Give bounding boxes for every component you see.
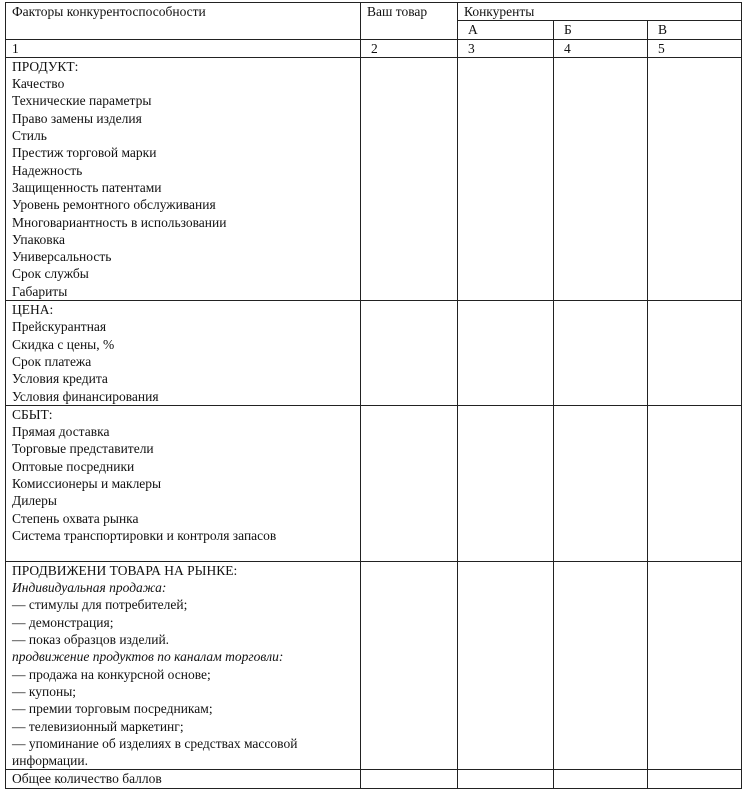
- score-cell-competitor-v[interactable]: [648, 405, 742, 561]
- section-title: СБЫТ:: [12, 406, 53, 422]
- factor-item: — стимулы для потребителей;: [12, 597, 188, 613]
- header-competitor-b: Б: [554, 21, 648, 39]
- header-competitor-v: В: [648, 21, 742, 39]
- score-cell-competitor-a[interactable]: [458, 57, 554, 300]
- factor-item: Защищенность патентами: [12, 179, 162, 195]
- factor-item: Условия финансирования: [12, 388, 159, 404]
- col-number-5: 5: [648, 39, 742, 57]
- competitiveness-table: [5, 2, 742, 789]
- factor-item: Универсальность: [12, 249, 112, 265]
- factor-item: Оптовые посредники: [12, 458, 135, 474]
- factor-item: Система транспортировки и контроля запасов: [12, 527, 277, 543]
- section-promotion-cell: [6, 561, 361, 770]
- score-cell-your-product[interactable]: [361, 561, 458, 770]
- factor-item: Уровень ремонтного обслуживания: [12, 197, 216, 213]
- factor-subheading: продвижение продуктов по каналам торговли:: [12, 649, 284, 665]
- total-label: Общее количество баллов: [6, 770, 361, 788]
- score-cell-competitor-a[interactable]: [458, 405, 554, 561]
- score-cell-your-product[interactable]: [361, 57, 458, 300]
- header-competitor-a: А: [458, 21, 554, 39]
- factor-item: — упоминание об изделиях в средствах массовой: [12, 735, 298, 751]
- section-row-distribution: [6, 405, 742, 561]
- factor-item: — показ образцов изделий.: [12, 632, 170, 648]
- factor-item: — демонстрация;: [12, 614, 114, 630]
- header-competitors: Конкуренты: [458, 3, 742, 21]
- section-row-promotion: [6, 561, 742, 770]
- total-cell-your-product[interactable]: [361, 770, 458, 788]
- factor-item: Срок платежа: [12, 353, 92, 369]
- score-cell-competitor-a[interactable]: [458, 561, 554, 770]
- factor-item: Степень охвата рынка: [12, 510, 139, 526]
- factor-item: Надежность: [12, 162, 83, 178]
- section-distribution-cell: [6, 405, 361, 561]
- score-cell-competitor-v[interactable]: [648, 561, 742, 770]
- factor-item: — купоны;: [12, 683, 77, 699]
- factor-item: — телевизионный маркетинг;: [12, 718, 184, 734]
- section-title: ЦЕНА:: [12, 302, 54, 318]
- factor-item: Габариты: [12, 283, 68, 299]
- factor-item: — продажа на конкурсной основе;: [12, 666, 211, 682]
- score-cell-competitor-b[interactable]: [554, 405, 648, 561]
- col-number-3: 3: [458, 39, 554, 57]
- factor-item: Комиссионеры и маклеры: [12, 476, 162, 492]
- factor-item: Качество: [12, 76, 65, 92]
- col-number-1: 1: [6, 39, 361, 57]
- col-number-2: 2: [361, 39, 458, 57]
- factor-item: Стиль: [12, 128, 47, 144]
- factor-item: Скидка с цены, %: [12, 336, 115, 352]
- total-cell-competitor-b[interactable]: [554, 770, 648, 788]
- section-title: ПРОДВИЖЕНИ ТОВАРА НА РЫНКЕ:: [12, 562, 238, 578]
- header-factors: Факторы конкурентоспособности: [6, 3, 361, 40]
- header-your-product: Ваш товар: [361, 3, 458, 40]
- score-cell-your-product[interactable]: [361, 405, 458, 561]
- column-number-row: [6, 39, 742, 57]
- factor-item: Технические параметры: [12, 93, 152, 109]
- score-cell-competitor-b[interactable]: [554, 561, 648, 770]
- factor-item: — премии торговым посредникам;: [12, 701, 213, 717]
- section-product-cell: [6, 57, 361, 300]
- score-cell-your-product[interactable]: [361, 301, 458, 406]
- factor-item: Условия кредита: [12, 371, 108, 387]
- col-number-4: 4: [554, 39, 648, 57]
- factor-item: Прямая доставка: [12, 424, 110, 440]
- score-cell-competitor-b[interactable]: [554, 301, 648, 406]
- score-cell-competitor-v[interactable]: [648, 57, 742, 300]
- factor-item: информации.: [12, 753, 88, 769]
- factor-item: Престиж торговой марки: [12, 145, 157, 161]
- factor-item: Торговые представители: [12, 441, 154, 457]
- section-price-cell: [6, 301, 361, 406]
- total-cell-competitor-v[interactable]: [648, 770, 742, 788]
- total-row: [6, 770, 742, 788]
- factor-item: Прейскурантная: [12, 319, 107, 335]
- factor-item: Срок службы: [12, 266, 89, 282]
- score-cell-competitor-a[interactable]: [458, 301, 554, 406]
- section-row-price: [6, 301, 742, 406]
- total-cell-competitor-a[interactable]: [458, 770, 554, 788]
- factor-item: Дилеры: [12, 493, 57, 509]
- score-cell-competitor-v[interactable]: [648, 301, 742, 406]
- factor-subheading: Индивидуальная продажа:: [12, 580, 167, 596]
- factor-item: Многовариантность в использовании: [12, 214, 227, 230]
- section-row-product: [6, 57, 742, 300]
- factor-item: Право замены изделия: [12, 110, 142, 126]
- score-cell-competitor-b[interactable]: [554, 57, 648, 300]
- factor-item: Упаковка: [12, 231, 65, 247]
- header-row-1: [6, 3, 742, 21]
- section-title: ПРОДУКТ:: [12, 58, 79, 74]
